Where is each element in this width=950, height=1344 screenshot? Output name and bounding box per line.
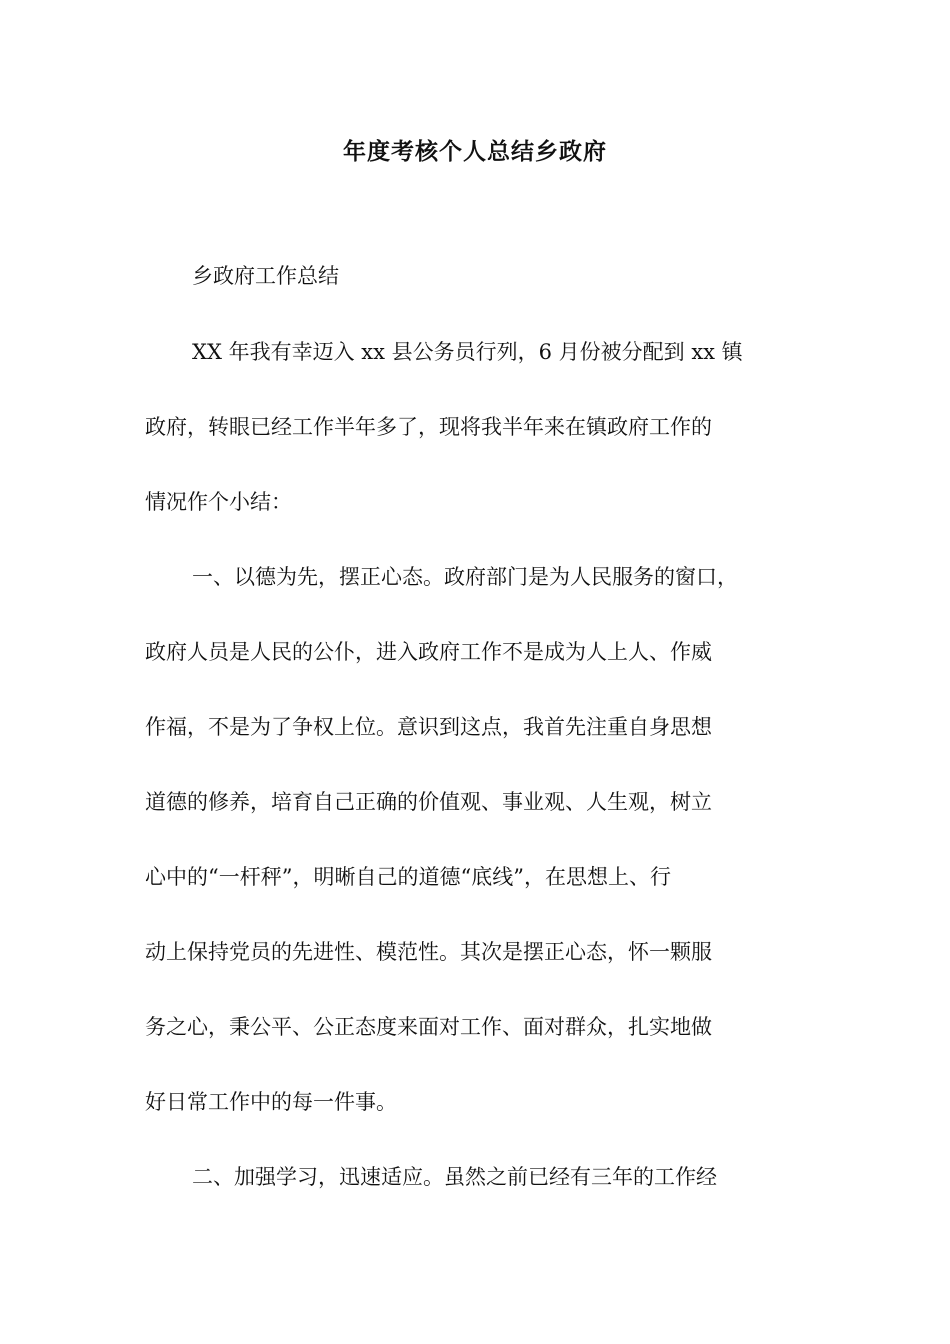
text-line: 一、以德为先，摆正心态。政府部门是为人民服务的窗口， — [192, 565, 738, 589]
text-line: 二、加强学习，迅速适应。虽然之前已经有三年的工作经 — [192, 1165, 717, 1189]
text-line: 动上保持党员的先进性、模范性。其次是摆正心态，怀一颗服 — [145, 940, 712, 964]
text-line: 政府人员是人民的公仆，进入政府工作不是成为人上人、作威 — [145, 640, 712, 664]
text-line: 心中的“一杆秤”，明晰自己的道德“底线”，在思想上、行 — [145, 865, 671, 889]
text-line: 政府，转眼已经工作半年多了，现将我半年来在镇政府工作的 — [145, 415, 712, 439]
text-line: 务之心，秉公平、公正态度来面对工作、面对群众，扎实地做 — [145, 1015, 712, 1039]
text-line: 好日常工作中的每一件事。 — [145, 1090, 397, 1114]
text-line: 道德的修养，培育自己正确的价值观、事业观、人生观，树立 — [145, 790, 712, 814]
section-heading: 乡政府工作总结 — [192, 264, 339, 288]
text-line: 作福，不是为了争权上位。意识到这点，我首先注重自身思想 — [145, 715, 712, 739]
document-title: 年度考核个人总结乡政府 — [343, 138, 607, 165]
text-line: XX 年我有幸迈入 xx 县公务员行列，6 月份被分配到 xx 镇 — [192, 340, 743, 364]
text-line: 情况作个小结： — [145, 490, 292, 514]
